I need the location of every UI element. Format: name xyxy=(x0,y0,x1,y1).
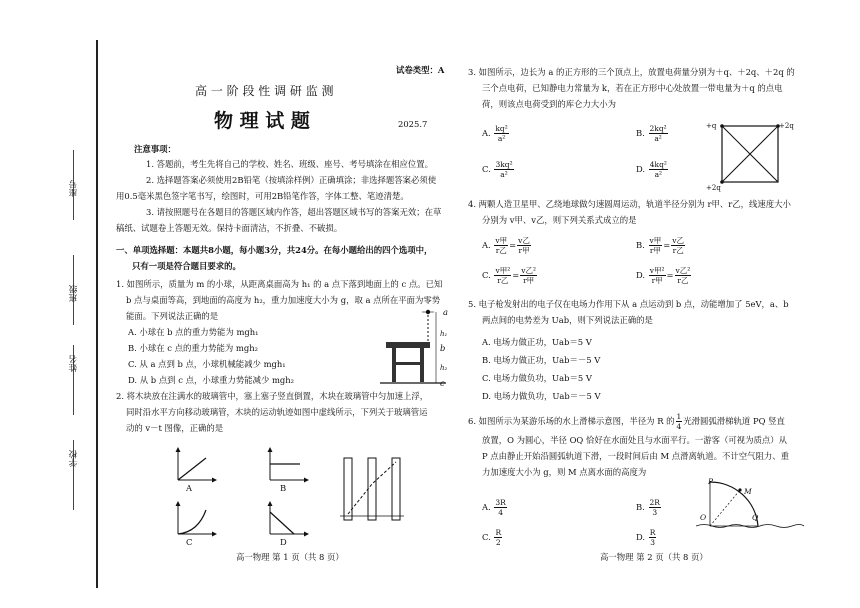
class-label: 班级 xyxy=(69,285,79,302)
q1-label-h2: h₂ xyxy=(440,364,448,372)
q6-stem-first: 6. 如图所示为某游乐场的水上滑梯示意图，半径为 R 的 $\frac{1}{4}$ 光滑圆弧滑梯轨道 PQ 竖直 xyxy=(468,412,785,431)
exam-name: 高 一 阶 段 性 调 研 监 测 xyxy=(195,84,334,98)
q6-label-m: M xyxy=(744,487,752,496)
q4-option-a: A. $\frac{\text{v甲}}{\text{r乙}}$ = $\frac{\text{v乙}}{\text{r甲}}$ xyxy=(482,236,530,255)
q5-option-a: A. 电场力做正功，Uab＝5 V xyxy=(482,337,592,347)
note-line: 用0.5毫米黑色签字笔书写，绘图时，可用2B铅笔作答，字体工整、笔迹清楚。 xyxy=(116,191,409,201)
q1-stem: 能面。下列说法正确的是 xyxy=(126,311,219,321)
footer-right: 高一物理 第 2 页（共 8 页） xyxy=(600,552,708,562)
q3-charge-q: +q xyxy=(706,122,717,130)
q1-option-d: D. 从 b 点到 c 点，小球重力势能减少 mgh₂ xyxy=(128,375,295,385)
notes-title: 注意事项： xyxy=(134,144,176,154)
section1-title: 一、单项选择题：本题共8小题，每小题3分，共24分。在每小题给出的四个选项中， xyxy=(116,245,433,255)
q1-label-c: c xyxy=(440,378,445,388)
q1-stem: 1. 如图所示，质量为 m 的小球，从距离桌面高为 h₁ 的 a 点下落到地面上的 c 点。已知 xyxy=(116,279,443,289)
q2-stem: 2. 将木块放在注满水的玻璃管中，塞上塞子竖直倒置，木块在玻璃管中匀加速上浮， xyxy=(116,391,429,401)
q3-stem: 三个点电荷，已知静电力常量为 k，若在正方形中心处放置一带电量为＋q 的点电 xyxy=(482,83,783,93)
footer-left: 高一物理 第 1 页（共 8 页） xyxy=(236,552,344,562)
q1-label-h1: h₁ xyxy=(440,330,448,338)
q3-option-a: A. $\frac{\text{kq²}}{\text{a²}}$ xyxy=(482,124,508,143)
q5-stem: 两点间的电势差为 Uab，则下列说法正确的是 xyxy=(482,315,653,325)
q4-option-b: B. $\frac{\text{v甲}}{\text{r甲}}$ = $\frac{\text{v乙}}{\text{r乙}}$ xyxy=(636,236,685,255)
q4-option-c: C. $\frac{\text{v甲²}}{\text{r乙}}$ = $\frac{\text{v乙²}}{\text{r甲}}$ xyxy=(482,266,536,285)
q3-option-d: D. $\frac{\text{4kq²}}{\text{a²}}$ xyxy=(636,160,667,179)
q6-option-b: B. $\frac{2R}{3}$ xyxy=(636,498,660,517)
q1-option-c: C. 从 a 点到 b 点，小球机械能减少 mgh₁ xyxy=(128,359,286,369)
exam-date: 2025.7 xyxy=(398,119,428,129)
q6-stem: 力加速度大小为 g，则 M 点离水面的高度为 xyxy=(482,467,647,477)
q2-graph-label-c: C xyxy=(186,537,193,547)
q1-label-a: a xyxy=(443,307,448,317)
q3-charge-2q-top: +2q xyxy=(779,122,794,130)
q6-stem: P 点由静止开始沿圆弧轨道下滑，一段时间后由 M 点滑离轨道。不计空气阻力、重 xyxy=(482,451,789,461)
q2-graphs xyxy=(170,444,430,544)
note-line: 1. 答题前，考生先将自己的学校、姓名、班级、座号、考号填涂在相应位置。 xyxy=(146,159,434,169)
note-line: 稿纸、试题卷上答题无效。保持卡面清洁，不折叠、不破损。 xyxy=(116,223,343,233)
binding-line xyxy=(96,40,98,588)
note-line: 3. 请按照题号在各题目的答题区域内作答，超出答题区域书写的答案无效；在草 xyxy=(146,207,442,217)
q1-option-b: B. 小球在 c 点的重力势能为 mgh₂ xyxy=(128,343,258,353)
q5-option-c: C. 电场力做负功，Uab＝5 V xyxy=(482,373,592,383)
q5-option-d: D. 电场力做负功，Uab＝－5 V xyxy=(482,391,601,401)
seat-label: 座号 xyxy=(69,180,79,197)
section1-title-2: 只有一项是符合题目要求的。 xyxy=(132,261,241,271)
q5-stem: 5. 电子枪发射出的电子仅在电场力作用下从 a 点运动到 b 点，动能增加了 5eV，a、b xyxy=(468,299,789,309)
q5-option-b: B. 电场力做正功，Uab＝－5 V xyxy=(482,355,601,365)
q2-graph-label-b: B xyxy=(280,483,287,493)
q1-label-b: b xyxy=(440,343,446,353)
name-label: 姓名 xyxy=(69,355,79,372)
q6-stem: 放置，O 为圆心，半径 OQ 恰好在水面处且与水面平行。一游客（可视为质点）从 xyxy=(482,435,787,445)
q2-stem: 动的 v－t 图像，正确的是 xyxy=(126,423,224,433)
q6-option-c: C. $\frac{R}{2}$ xyxy=(482,528,502,547)
paper-type: 试卷类型：A xyxy=(396,65,445,75)
q2-stem: 同时沿水平方向移动玻璃管，木块的运动轨迹如图中虚线所示，下列关于玻璃管运 xyxy=(126,407,428,417)
q3-option-c: C. $\frac{\text{3kq²}}{\text{a²}}$ xyxy=(482,160,513,179)
q2-graph-label-d: D xyxy=(280,537,287,547)
school-label: 学校 xyxy=(69,450,79,467)
q6-option-a: A. $\frac{3R}{4}$ xyxy=(482,498,506,517)
q4-stem: 分别为 v甲、v乙，则下列关系式成立的是 xyxy=(482,215,637,225)
q4-option-d: D. $\frac{\text{v甲²}}{\text{r甲}}$ = $\frac{\text{v乙²}}{\text{r乙}}$ xyxy=(636,266,691,285)
q2-graph-label-a: A xyxy=(186,483,193,493)
q3-charge-2q-bottom: +2q xyxy=(706,184,721,192)
q6-option-d: D. $\frac{R}{3}$ xyxy=(636,528,656,547)
q3-option-b: B. $\frac{\text{2kq²}}{\text{a²}}$ xyxy=(636,124,667,143)
subject-title: 物 理 试 题 xyxy=(214,110,310,132)
q3-stem: 3. 如图所示，边长为 a 的正方形的三个顶点上，放置电荷量分别为＋q、＋2q、＋2q 的 xyxy=(468,67,795,77)
q6-label-q: Q xyxy=(752,513,759,522)
q3-square-figure xyxy=(718,122,788,188)
q1-option-a: A. 小球在 b 点的重力势能为 mgh₁ xyxy=(128,327,259,337)
q1-stem: b 点与桌面等高，到地面的高度为 h₂，重力加速度大小为 g，取 a 点所在平面为零势 xyxy=(126,295,441,305)
note-line: 2. 选择题答案必须使用2B铅笔（按填涂样例）正确填涂；非选择题答案必须使 xyxy=(146,175,437,185)
q3-stem: 荷，则该点电荷受到的库仑力大小为 xyxy=(482,99,616,109)
q4-stem: 4. 两颗人造卫星甲、乙绕地球做匀速圆周运动，轨道半径分别为 r甲、r乙，线速度大小 xyxy=(468,199,791,209)
q6-label-p: P xyxy=(708,477,714,486)
q6-label-o: O xyxy=(700,513,707,522)
